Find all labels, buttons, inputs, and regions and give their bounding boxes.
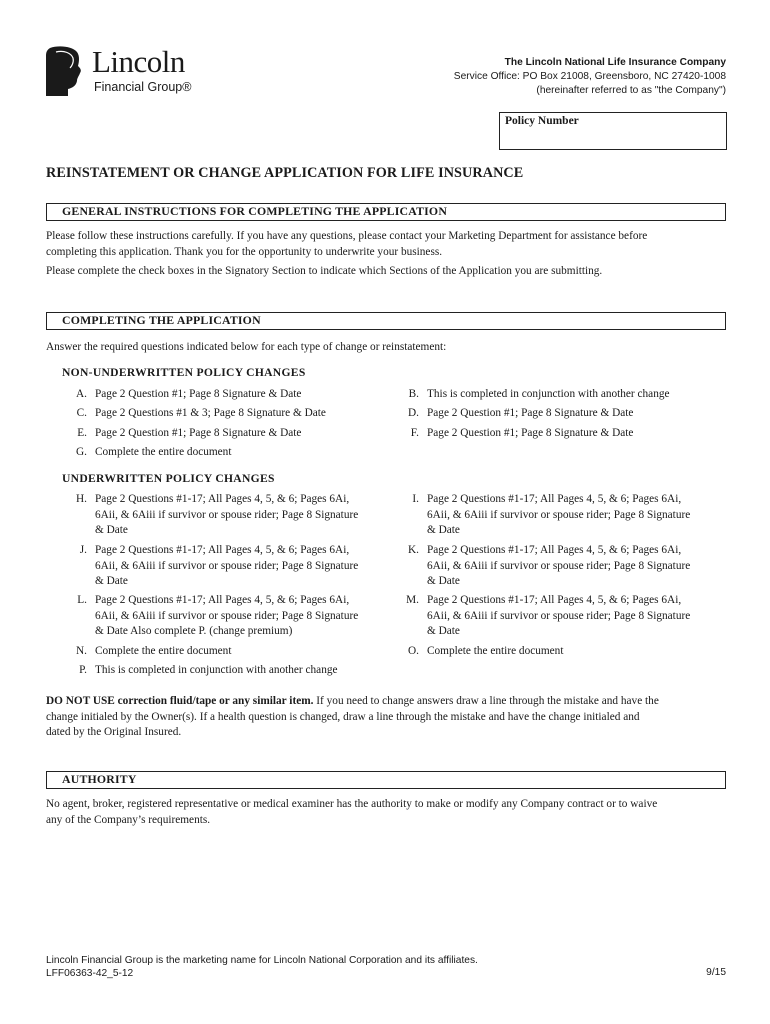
page-number: 9/15 — [706, 967, 726, 978]
text-line: any of the Company’s requirements. — [46, 813, 211, 826]
underwritten-heading: UNDERWRITTEN POLICY CHANGES — [62, 472, 275, 485]
list-item: C. Page 2 Questions #1 & 3; Page 8 Signature & Date — [76, 407, 326, 419]
text-line: If you need to change answers draw a line through the mistake and have the — [313, 695, 659, 707]
lincoln-logo — [44, 46, 204, 98]
footer — [46, 954, 478, 980]
form-number: LFF06363-42_5-12 — [46, 968, 134, 979]
list-item: D. Page 2 Question #1; Page 8 Signature & Date — [408, 407, 634, 419]
text-line: Please follow these instructions carefully. If you have any questions, please contact your Marketing Department for assistance before — [46, 230, 648, 242]
list-item: G. Complete the entire document — [76, 446, 232, 458]
list-item: N. Complete the entire document — [76, 645, 232, 657]
list-item: H. Page 2 Questions #1-17; All Pages 4, 5, & 6; Pages 6Ai, 6Aii, & 6Aiii if survivor or spouse rider; Page 8 Signature & Date — [76, 493, 359, 536]
completing-intro: Answer the required questions indicated below for each type of change or reinstatement: — [46, 341, 447, 353]
list-item: F. Page 2 Question #1; Page 8 Signature & Date — [410, 427, 634, 439]
list-item: K. Page 2 Questions #1-17; All Pages 4, 5, & 6; Pages 6Ai, 6Aii, & 6Aiii if survivor or spouse rider; Page 8 Signature & Date — [408, 544, 691, 587]
list-item: A. Page 2 Question #1; Page 8 Signature & Date — [76, 388, 302, 400]
correction-warning — [46, 694, 728, 741]
policy-number-label: Policy Number — [505, 115, 579, 127]
general-instructions-heading — [46, 203, 726, 221]
footer-disclaimer: Lincoln Financial Group is the marketing name for Lincoln National Corporation and its affiliates. — [46, 955, 478, 966]
general-instructions-text — [46, 229, 728, 280]
logo-subtitle: Financial Group® — [94, 80, 192, 94]
list-item: B. This is completed in conjunction with another change — [408, 388, 670, 400]
list-item: J. Page 2 Questions #1-17; All Pages 4, 5, & 6; Pages 6Ai, 6Aii, & 6Aiii if survivor or spouse rider; Page 8 Signature & Date — [79, 544, 359, 587]
non-underwritten-heading: NON-UNDERWRITTEN POLICY CHANGES — [62, 366, 306, 379]
hereinafter-note: (hereinafter referred to as "the Company") — [536, 85, 726, 96]
policy-number-field[interactable] — [499, 112, 727, 150]
company-name: The Lincoln National Life Insurance Company — [504, 57, 726, 68]
completing-application-heading — [46, 312, 726, 330]
list-item: L. Page 2 Questions #1-17; All Pages 4, 5, & 6; Pages 6Ai, 6Aii, & 6Aiii if survivor or spouse rider; Page 8 Signature & Date Also complete P. (change premium) — [77, 594, 359, 637]
company-address-block — [454, 56, 726, 98]
lincoln-portrait-icon — [44, 46, 86, 96]
list-item: E. Page 2 Question #1; Page 8 Signature & Date — [77, 427, 302, 439]
text-line: dated by the Original Insured. — [46, 726, 182, 738]
document-title: REINSTATEMENT OR CHANGE APPLICATION FOR LIFE INSURANCE — [46, 165, 524, 181]
authority-heading — [46, 771, 726, 789]
authority-text — [46, 797, 728, 828]
text-line: completing this application. Thank you for the opportunity to underwrite your business. — [46, 245, 443, 258]
list-item: M. Page 2 Questions #1-17; All Pages 4, 5, & 6; Pages 6Ai, 6Aii, & 6Aiii if survivor or spouse rider; Page 8 Signature & Date — [406, 594, 691, 637]
list-item: I. Page 2 Questions #1-17; All Pages 4, 5, & 6; Pages 6Ai, 6Aii, & 6Aiii if survivor or spouse rider; Page 8 Signature & Date — [412, 493, 691, 536]
text-line: change initialed by the Owner(s). If a health question is changed, draw a line through the mistake and have the change initialed and — [46, 710, 640, 723]
text-line: Please complete the check boxes in the Signatory Section to indicate which Sections of the Application you are submitting. — [46, 265, 603, 277]
section-heading: GENERAL INSTRUCTIONS FOR COMPLETING THE APPLICATION — [62, 204, 448, 218]
section-heading: COMPLETING THE APPLICATION — [62, 313, 261, 327]
service-office: Service Office: PO Box 21008, Greensboro, NC 27420-1008 — [453, 71, 726, 82]
text-line: No agent, broker, registered representative or medical examiner has the authority to make or modify any Company contract or to waive — [46, 798, 658, 810]
list-item: O. Complete the entire document — [408, 645, 564, 657]
warning-bold: DO NOT USE correction fluid/tape or any similar item. — [46, 695, 314, 707]
list-item: P. This is completed in conjunction with another change — [79, 664, 338, 676]
section-heading: AUTHORITY — [62, 772, 137, 786]
logo-wordmark: Lincoln — [92, 44, 185, 79]
